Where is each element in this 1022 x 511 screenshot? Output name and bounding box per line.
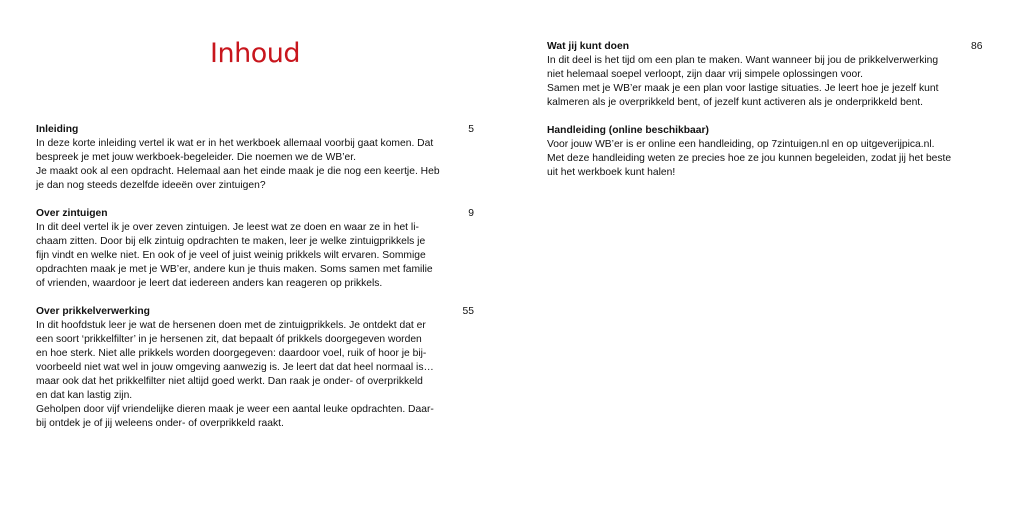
page-title: Inhoud — [210, 38, 300, 69]
body-line: opdrachten maak je met je WB’er, andere kun je thuis maken. Soms samen met familie — [36, 264, 433, 275]
body-line: bespreek je met jouw werkboek-begeleider. Die noemen we de WB’er. — [36, 152, 356, 163]
toc-section-over-prikkelverwerking — [36, 305, 474, 431]
page-number: 5 — [468, 124, 474, 135]
page-number: 55 — [462, 306, 474, 317]
toc-entry-header — [547, 124, 967, 138]
body-line: uit het werkboek kunt halen! — [547, 167, 676, 178]
page-number-86: 86 — [971, 41, 983, 52]
section-title: Inleiding — [36, 124, 79, 135]
body-line: maar ook dat het prikkelfilter niet altijd goed werkt. Dan raak je onder- of overprikkeld — [36, 376, 423, 387]
toc-entry-header — [36, 207, 474, 221]
body-line: niet helemaal soepel verloopt, zijn daar vrij simpele oplossingen voor. — [547, 69, 863, 80]
body-line: In dit hoofdstuk leer je wat de hersenen doen met de zintuigprikkels. Je ontdekt dat er — [36, 320, 426, 331]
body-line: een soort ‘prikkelfilter’ in je hersenen zit, dat bepaalt óf prikkels doorgegeven worden — [36, 334, 422, 345]
body-line: In deze korte inleiding vertel ik wat er in het werkboek allemaal voorbij gaat komen. Dat — [36, 138, 434, 149]
toc-section-wat-jij-kunt-doen — [547, 40, 967, 110]
body-line: je dan nog steeds dezelfde ideeën over zintuigen? — [36, 180, 266, 191]
toc-entry-header — [547, 40, 967, 54]
toc-section-handleiding — [547, 124, 967, 180]
body-line: kalmeren als je overprikkeld bent, of jezelf kunt activeren als je onderprikkeld bent. — [547, 97, 924, 108]
body-line: Voor jouw WB’er is er online een handleiding, op 7zintuigen.nl en op uitgeverijpica.nl. — [547, 139, 935, 150]
body-line: voorbeeld niet wat wel in jouw omgeving aanwezig is. Je leert dat dat heel normaal is… — [36, 362, 434, 373]
body-line: of vrienden, waardoor je leert dat iedereen anders kan reageren op prikkels. — [36, 278, 383, 289]
body-line: en hoe sterk. Niet alle prikkels worden doorgegeven: daardoor voel, ruik of hoor je bij- — [36, 348, 427, 359]
body-line: Met deze handleiding weten ze precies hoe ze jou kunnen begeleiden, zodat jij het beste — [547, 153, 952, 164]
toc-entry-header — [36, 123, 474, 137]
body-line: en dat kan lastig zijn. — [36, 390, 133, 401]
body-line: In dit deel is het tijd om een plan te maken. Want wanneer bij jou de prikkelverwerking — [547, 55, 939, 66]
body-line: Samen met je WB’er maak je een plan voor lastige situaties. Je leert hoe je jezelf kunt — [547, 83, 939, 94]
toc-section-inleiding — [36, 123, 474, 193]
section-title: Handleiding (online beschikbaar) — [547, 125, 709, 136]
toc-entry-header — [36, 305, 474, 319]
section-title: Over zintuigen — [36, 208, 108, 219]
body-line: In dit deel vertel ik je over zeven zintuigen. Je leest wat ze doen en waar ze in het li- — [36, 222, 419, 233]
body-line: Geholpen door vijf vriendelijke dieren maak je weer een aantal leuke opdrachten. Daar- — [36, 404, 434, 415]
page-number: 9 — [468, 208, 474, 219]
toc-section-over-zintuigen — [36, 207, 474, 291]
body-line: fijn vindt en welke niet. En ook of je veel of juist weinig prikkels wilt ervaren. Sommige — [36, 250, 426, 261]
body-line: chaam zitten. Door bij elk zintuig opdrachten te maken, leer je welke zintuigprikkels je — [36, 236, 426, 247]
section-title: Over prikkelverwerking — [36, 306, 150, 317]
body-line: bij ontdek je of jij weleens onder- of overprikkeld raakt. — [36, 418, 284, 429]
body-line: Je maakt ook al een opdracht. Helemaal aan het einde maak je die nog een keertje. Heb — [36, 166, 440, 177]
section-title: Wat jij kunt doen — [547, 41, 629, 52]
